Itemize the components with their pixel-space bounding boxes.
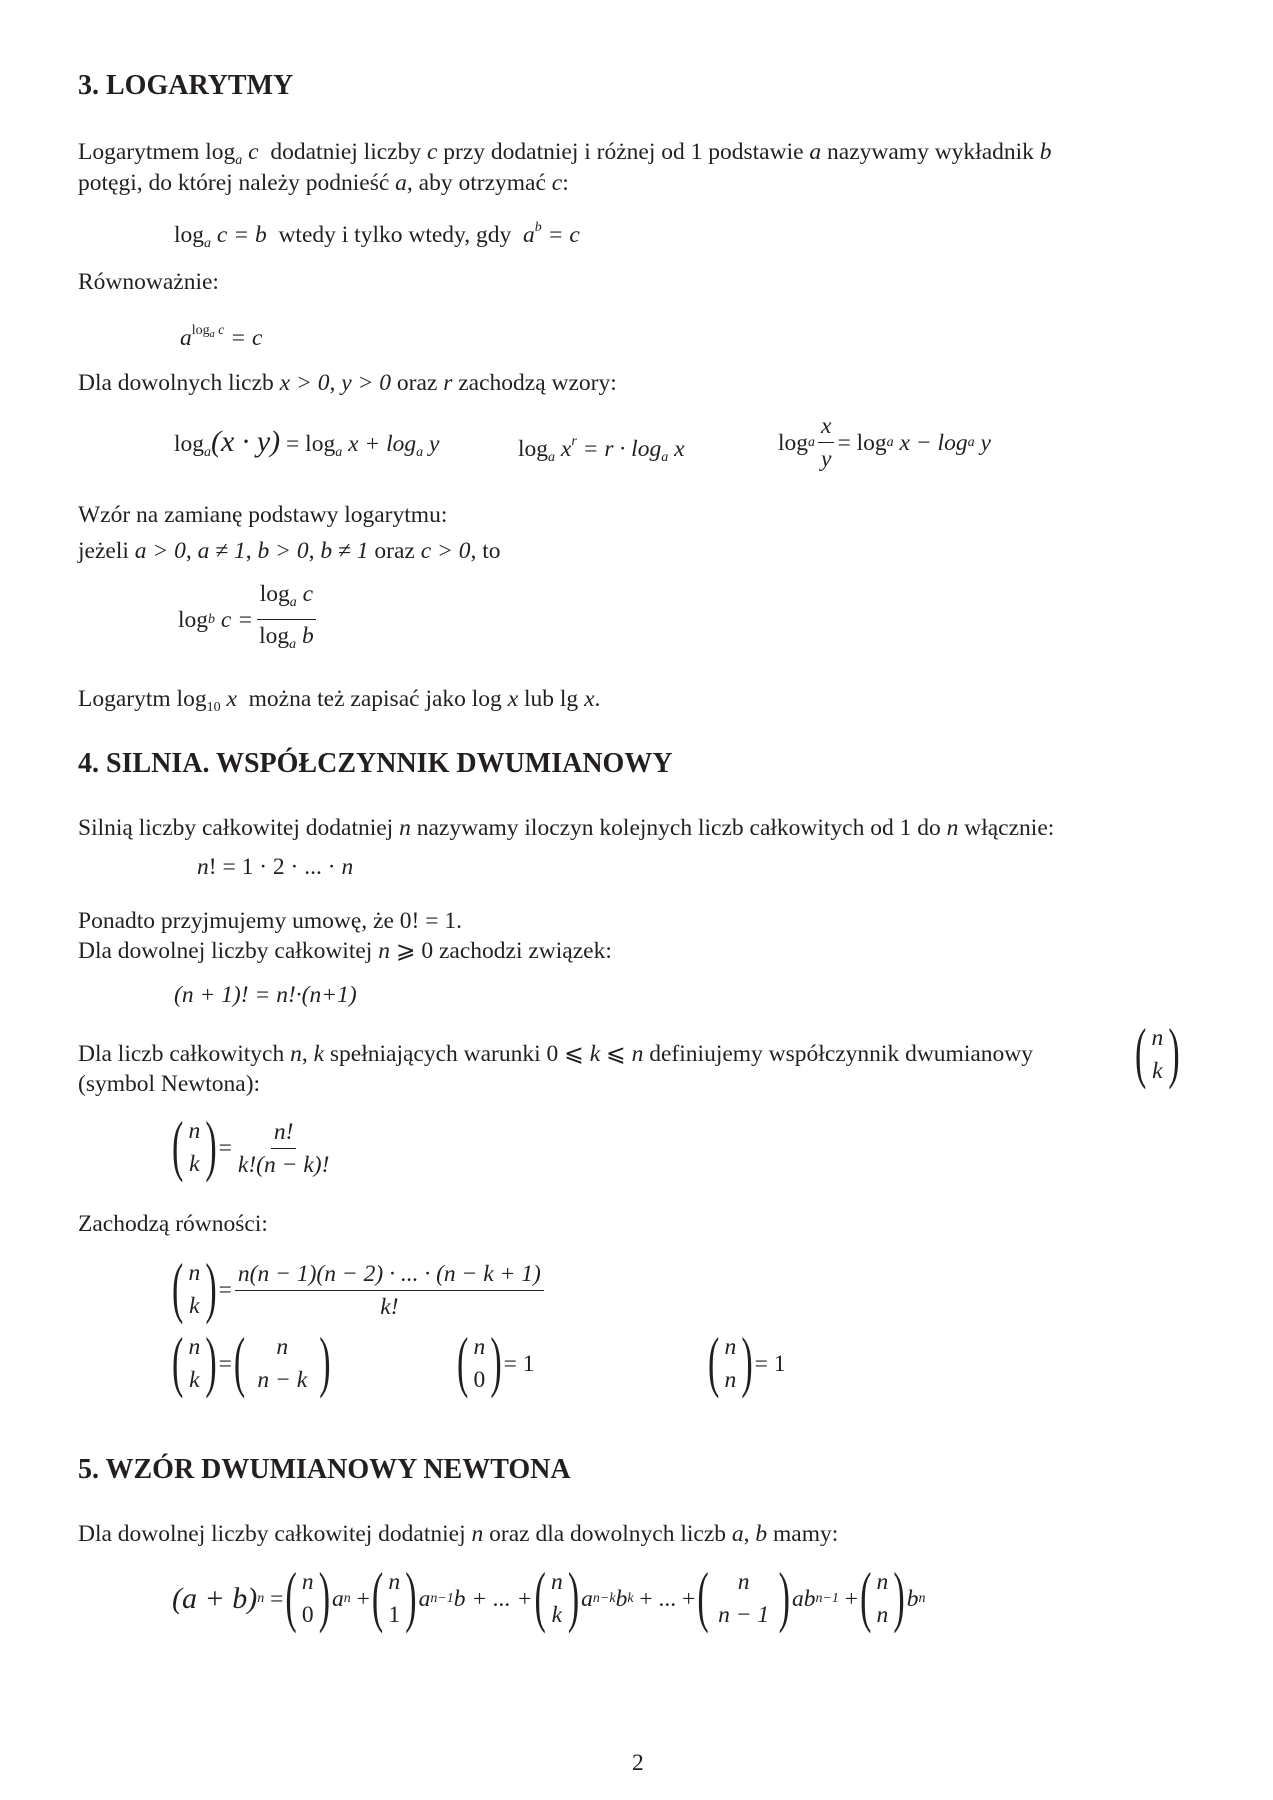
formula-binomial-coefficient: ( n k ) = $\frac{n!}{k!(n - k)!}$	[172, 1110, 330, 1184]
formula-binomial-theorem: (a + b) n = ( n 0 ) a n + ( n 1 ) a n−1 b + ... + ( n k ) a n−k b k + ... + ( n n − 1 ) ab n−1 + ( n n ) b n	[172, 1561, 926, 1635]
formula-equivalent: $a^{log_a c} = c$	[180, 323, 263, 351]
text: Logarytmem	[78, 139, 206, 165]
paragraph: (symbol Newtona):	[78, 1071, 261, 1097]
formula-log-definition: $\log_a c = b$ wtedy i tylko wtedy, gdy $a^b = c$	[174, 220, 580, 251]
paragraph: Wzór na zamianę podstawy logarytmu:	[78, 502, 448, 528]
formula-change-of-base: log b c = $\frac{\log_a c}{\log_a b}$	[178, 578, 320, 661]
formula-log-quotient: log a $\frac{x}{y}$ = log a x − log a y	[778, 410, 991, 475]
paragraph: Silnią liczby całkowitej dodatniej n nazywamy iloczyn kolejnych liczb całkowitych od 1 do n włącznie:	[78, 815, 1055, 841]
formula-log-power: $\log_a x^r = r \cdot \log_a x$	[518, 434, 685, 465]
math: $\log_a c$	[205, 139, 259, 168]
paragraph: Dla liczb całkowitych n, k spełniających warunki 0 ⩽ k ⩽ n definiujemy współczynnik dwumianowy	[78, 1041, 1034, 1067]
section-heading: 3. LOGARYTMY	[78, 70, 294, 101]
formula-binomial-product: ( n k ) = $\frac{n(n - 1)(n - 2) \cdot ... \cdot (n - k + 1)}{k!}$	[170, 1257, 547, 1323]
formula-factorial-recurrence: (n + 1)! = n!·(n+1)	[174, 982, 357, 1008]
paragraph: Ponadto przyjmujemy umowę, że 0! = 1.	[78, 908, 462, 934]
paragraph: Dla dowolnej liczby całkowitej n ⩾ 0 zachodzi związek:	[78, 938, 612, 964]
paragraph: jeżeli a > 0, a ≠ 1, b > 0, b ≠ 1 oraz c > 0, to	[78, 538, 501, 564]
formula-log-product: $\log_a(x \cdot y) = \log_a x + \log_a y$	[174, 425, 440, 460]
formula-binomial-zero: ( n 0 ) = 1	[457, 1326, 535, 1400]
paragraph: Logarytmem $\log_a c$ dodatniej liczby c przy dodatniej i różnej od 1 podstawie a nazywamy wykładnik b	[78, 139, 1052, 168]
formula-binomial-n: ( n n ) = 1	[708, 1326, 786, 1400]
section-heading: 5. WZÓR DWUMIANOWY NEWTONA	[78, 1454, 571, 1485]
paragraph: potęgi, do której należy podnieść a, aby otrzymać c:	[78, 170, 569, 196]
page-number: 2	[632, 1750, 644, 1776]
formula-factorial: n! = 1 · 2 · ... · n	[197, 854, 354, 880]
label: Równoważnie:	[78, 269, 219, 295]
paragraph: Dla dowolnej liczby całkowitej dodatniej n oraz dla dowolnych liczb a, b mamy:	[78, 1521, 839, 1547]
formula-binomial-symmetry: ( n k ) = ( n n − k )	[172, 1326, 331, 1400]
paragraph: Zachodzą równości:	[78, 1211, 268, 1237]
binomial-symbol: ( n k )	[1135, 1017, 1180, 1091]
paragraph: Dla dowolnych liczb x > 0, y > 0 oraz r zachodzą wzory:	[78, 370, 617, 396]
section-heading: 4. SILNIA. WSPÓŁCZYNNIK DWUMIANOWY	[78, 748, 673, 779]
paragraph: Logarytm $\log_{10} x$ można też zapisać jako log x lub lg x.	[78, 686, 601, 715]
